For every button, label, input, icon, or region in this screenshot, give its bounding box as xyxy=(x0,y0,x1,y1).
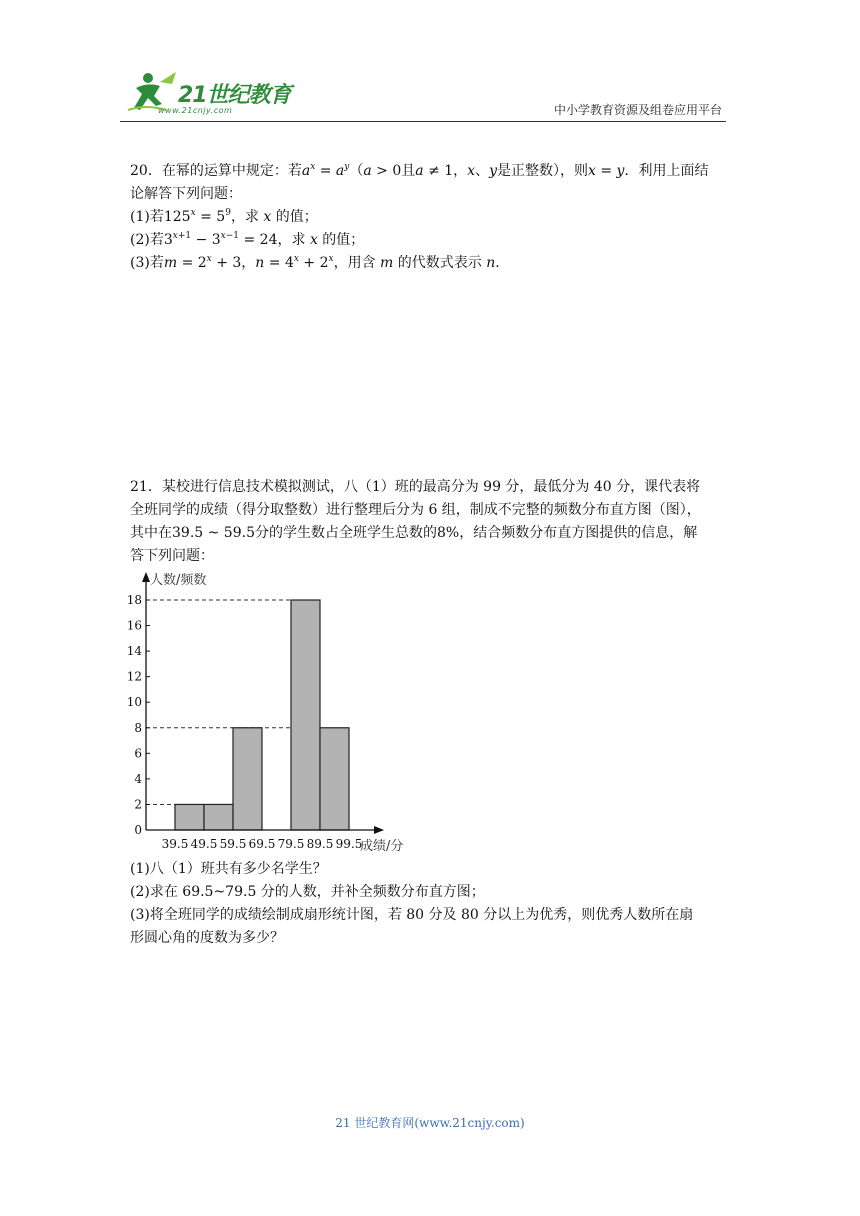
histogram-bar xyxy=(233,728,262,830)
histogram-bar xyxy=(175,804,204,830)
platform-title: 中小学教育资源及组卷应用平台 xyxy=(553,103,722,117)
y-tick-label: 6 xyxy=(134,746,142,761)
y-tick-label: 16 xyxy=(126,618,142,633)
x-tick-label: 49.5 xyxy=(190,837,218,851)
y-tick-label: 2 xyxy=(134,797,142,812)
q21-line2: 全班同学的成绩（得分取整数）进行整理后分为 6 组，制成不完整的频数分布直方图（图）， xyxy=(130,502,701,518)
histogram-bar xyxy=(291,600,320,830)
q20-line2: 论解答下列问题： xyxy=(130,186,242,202)
q21-line4: 答下列问题： xyxy=(130,548,214,564)
q21-sub3-a: (3)将全班同学的成绩绘制成扇形统计图，若 80 分及 80 分以上为优秀，则优秀人数所在扇 xyxy=(130,907,694,923)
q21-line1: 21．某校进行信息技术模拟测试，八（1）班的最高分为 99 分，最低分为 40 分，课代表将 xyxy=(130,479,701,495)
q20-sub1: (1)若$125^x = 5^9$，求 x 的值； xyxy=(130,208,318,225)
y-tick-label: 18 xyxy=(126,593,142,607)
histogram-bar xyxy=(204,804,233,830)
question-21 xyxy=(130,476,730,568)
x-tick-label: 59.5 xyxy=(219,837,247,851)
x-tick-label: 39.5 xyxy=(161,837,189,851)
x-tick-label: 89.5 xyxy=(306,837,334,851)
q20-line1: 20．在幂的运算中规定：若$a^x = a^y(a > 0$且a ≠ 1，x、y是正整数），则x = y．利用上面结 xyxy=(130,162,709,179)
x-tick-label: 79.5 xyxy=(277,837,305,851)
y-axis-arrow-icon xyxy=(142,572,150,582)
logo-name: 21世纪教育 xyxy=(178,83,291,108)
q21-sub1: (1)八（1）班共有多少名学生？ xyxy=(130,861,327,877)
y-tick-label: 4 xyxy=(134,771,142,786)
q21-line3: 其中在39.5 ~ 59.5分的学生数占全班学生总数的8%，结合频数分布直方图提供的信息，解 xyxy=(130,525,698,541)
y-tick-label: 14 xyxy=(126,644,142,659)
x-tick-label: 99.5 xyxy=(335,837,363,851)
x-tick-label: 69.5 xyxy=(248,837,276,851)
q21-sub3-b: 形圆心角的度数为多少？ xyxy=(130,930,284,946)
logo-url: www.21cnjy.com xyxy=(158,106,233,115)
q21-sub2: (2)求在 69.5~79.5 分的人数，并补全频数分布直方图； xyxy=(130,884,485,900)
page-header xyxy=(120,64,726,122)
y-tick-label: 10 xyxy=(126,695,142,710)
frequency-histogram xyxy=(126,568,430,858)
y-tick-label: 0 xyxy=(134,823,142,837)
q20-sub3: (3)若$m = 2^x + 3$，$n = 4^x + 2^x$，用含 m 的代数式表示 n． xyxy=(130,254,510,271)
y-axis-label: 人数/频数 xyxy=(150,573,207,588)
question-20 xyxy=(130,160,730,275)
y-tick-label: 8 xyxy=(134,720,142,735)
histogram-bar xyxy=(320,728,349,830)
x-axis-arrow-icon xyxy=(374,826,384,834)
q20-sub2: (2)若$3^{x+1} - 3^{x-1} = 24$，求 x 的值； xyxy=(130,231,365,248)
question-21-parts xyxy=(130,858,730,950)
site-logo xyxy=(126,70,316,120)
x-axis-label: 成绩/分 xyxy=(360,839,404,854)
y-tick-label: 12 xyxy=(126,669,142,684)
header-divider xyxy=(120,121,726,122)
footer-link: 21 世纪教育网(www.21cnjy.com) xyxy=(335,1116,525,1130)
